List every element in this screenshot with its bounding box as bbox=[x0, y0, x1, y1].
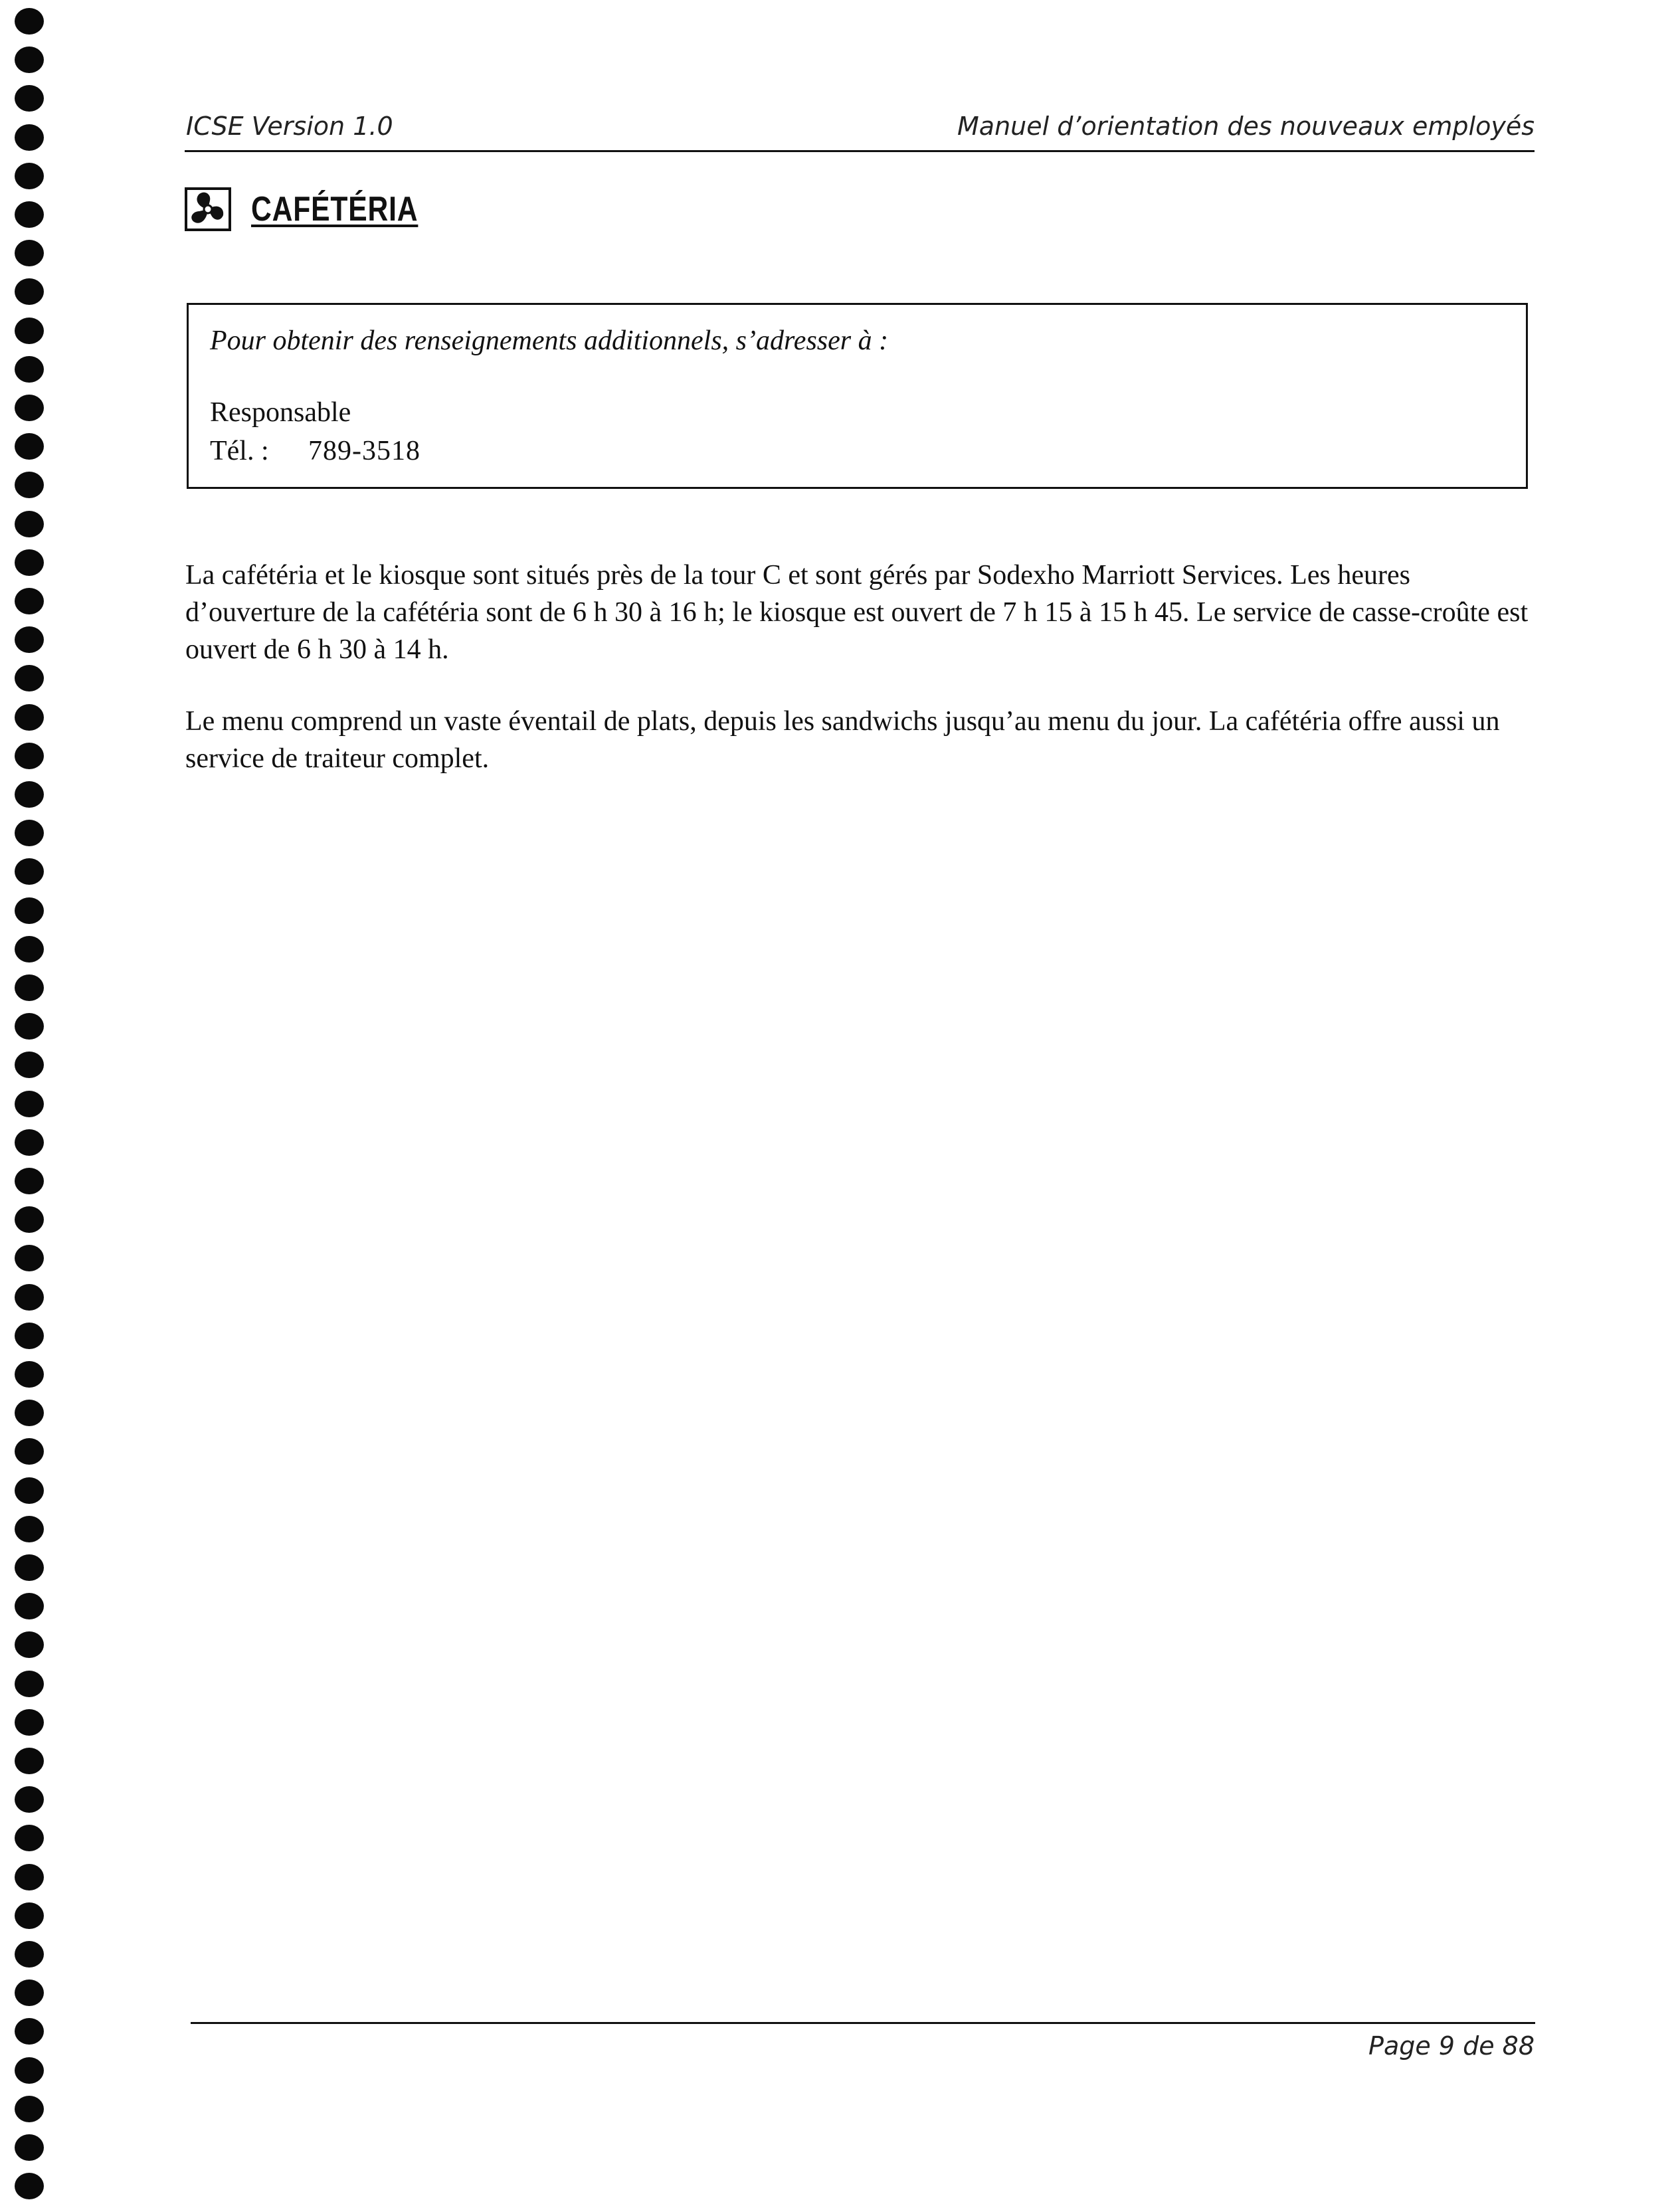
binding-hole bbox=[15, 974, 44, 1001]
header-manual-title: Manuel d’orientation des nouveaux employés bbox=[957, 112, 1535, 141]
binding-hole bbox=[15, 1593, 44, 1619]
binding-hole bbox=[15, 1168, 44, 1194]
binding-hole bbox=[15, 2134, 44, 2161]
section-title: CAFÉTÉRIA bbox=[251, 190, 419, 229]
binding-hole bbox=[15, 318, 44, 344]
binding-hole bbox=[15, 1979, 44, 2006]
binding-hole bbox=[15, 1825, 44, 1851]
binding-hole bbox=[15, 626, 44, 653]
binding-hole bbox=[15, 1902, 44, 1929]
page-number: Page 9 de 88 bbox=[1368, 2031, 1535, 2061]
header-version: ICSE Version 1.0 bbox=[186, 112, 393, 141]
binding-hole bbox=[15, 1361, 44, 1388]
binding-hole bbox=[15, 163, 44, 189]
binding-hole bbox=[15, 201, 44, 228]
paragraph-hours: La cafétéria et le kiosque sont situés près de la tour C et sont gérés par Sodexho Marriott Services. Les heures d’ouverture de la cafétéria sont de 6 h 30 à 16 h; le kiosque est ouvert de 7 h 15 à 15 h 45. Le service de casse-croûte est ouvert de 6 h 30 à 14 h. bbox=[185, 560, 1529, 665]
binding-hole bbox=[15, 124, 44, 151]
binding-hole bbox=[15, 356, 44, 383]
binding-hole bbox=[15, 743, 44, 769]
binding-hole bbox=[15, 1748, 44, 1774]
binding-hole bbox=[15, 936, 44, 963]
binding-hole bbox=[15, 278, 44, 305]
binding-hole bbox=[15, 704, 44, 731]
contact-phone bbox=[210, 435, 420, 467]
binding-hole bbox=[15, 588, 44, 614]
binding-hole bbox=[15, 1516, 44, 1542]
binding-hole bbox=[15, 665, 44, 691]
binding-hole bbox=[15, 858, 44, 885]
binding-hole bbox=[15, 511, 44, 537]
contact-intro: Pour obtenir des renseignements additionnels, s’adresser à : bbox=[210, 325, 889, 356]
binding-hole bbox=[15, 395, 44, 421]
binding-hole bbox=[15, 2173, 44, 2199]
binding-hole bbox=[15, 897, 44, 924]
section-heading bbox=[185, 185, 455, 234]
binding-hole bbox=[15, 1323, 44, 1349]
binding-hole bbox=[15, 1091, 44, 1117]
binding-hole bbox=[15, 2096, 44, 2122]
contact-info-box bbox=[187, 303, 1528, 489]
spiral-binding bbox=[15, 0, 45, 2206]
binding-hole bbox=[15, 2018, 44, 2045]
binding-hole bbox=[15, 820, 44, 846]
binding-hole bbox=[15, 8, 44, 35]
binding-hole bbox=[15, 2057, 44, 2084]
binding-hole bbox=[15, 1631, 44, 1658]
binding-hole bbox=[15, 1206, 44, 1233]
binding-hole bbox=[15, 781, 44, 808]
binding-hole bbox=[15, 1477, 44, 1504]
phone-label: Tél. : bbox=[210, 436, 269, 466]
binding-hole bbox=[15, 1052, 44, 1078]
binding-hole bbox=[15, 1671, 44, 1697]
binding-hole bbox=[15, 46, 44, 73]
binding-hole bbox=[15, 1438, 44, 1465]
binding-hole bbox=[15, 1129, 44, 1156]
binding-hole bbox=[15, 472, 44, 498]
binding-hole bbox=[15, 433, 44, 460]
binding-hole bbox=[15, 1864, 44, 1890]
binding-hole bbox=[15, 549, 44, 576]
binding-hole bbox=[15, 1941, 44, 1968]
binding-hole bbox=[15, 240, 44, 266]
binding-hole bbox=[15, 1013, 44, 1040]
page-header bbox=[185, 108, 1535, 152]
cafeteria-emblem-icon bbox=[185, 187, 231, 231]
footer-divider bbox=[191, 2022, 1535, 2024]
binding-hole bbox=[15, 85, 44, 112]
binding-hole bbox=[15, 1786, 44, 1813]
contact-name: Responsable bbox=[210, 397, 351, 428]
binding-hole bbox=[15, 1400, 44, 1426]
binding-hole bbox=[15, 1554, 44, 1581]
binding-hole bbox=[15, 1709, 44, 1736]
phone-value: 789-3518 bbox=[308, 436, 420, 466]
paragraph-menu: Le menu comprend un vaste éventail de plats, depuis les sandwichs jusqu’au menu du jour. La cafétéria offre aussi un service de traiteur complet. bbox=[185, 706, 1500, 774]
binding-hole bbox=[15, 1245, 44, 1271]
binding-hole bbox=[15, 1284, 44, 1311]
